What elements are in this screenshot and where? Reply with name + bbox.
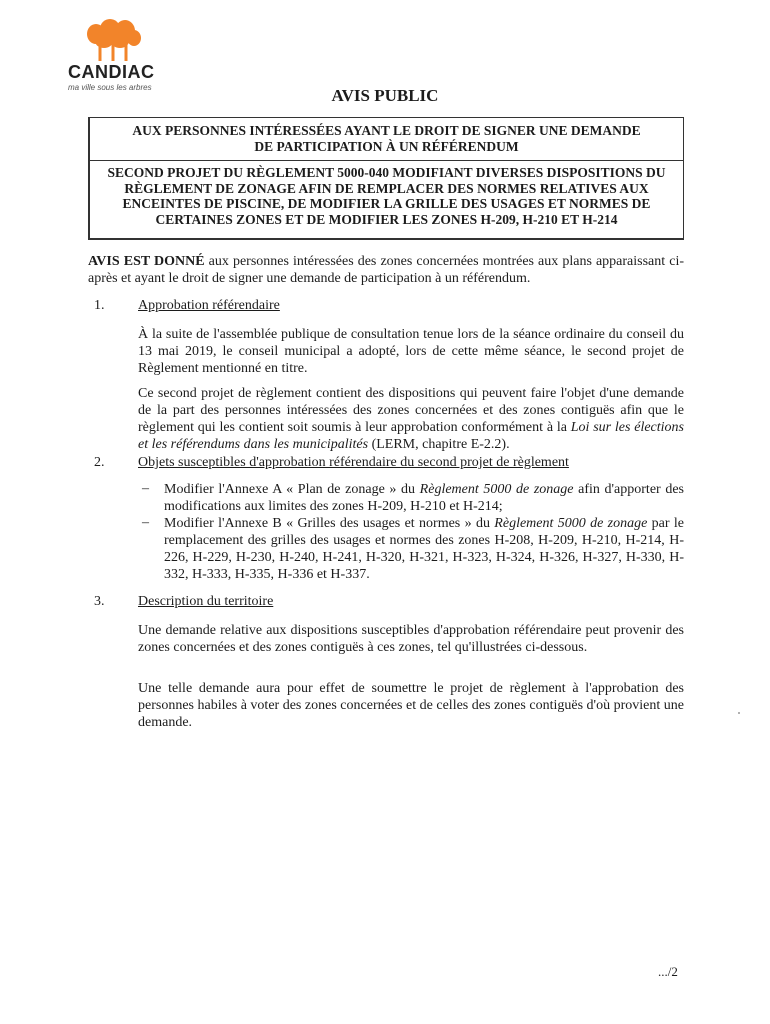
bullet-text: afin d'apporter des modifications aux limites des zones H-209, H-210 et H-214; xyxy=(164,482,684,514)
page-continuation: .../2 xyxy=(658,964,678,979)
bullet-text: Modifier l'Annexe B « Grilles des usages et normes » du xyxy=(164,516,495,531)
intro-text: aux personnes intéressées des zones concernées montrées aux plans apparaissant ci-après et ayant le droit de signer une demande de participation à un référendum. xyxy=(88,254,684,286)
bullet-regulation-title: Règlement 5000 de zonage xyxy=(419,482,574,497)
logo-wordmark: CANDIAC xyxy=(68,62,155,82)
law-reference: (LERM, chapitre E-2.2). xyxy=(368,437,510,452)
section-2-heading: Objets susceptibles d'approbation référendaire du second projet de règlement xyxy=(138,455,569,470)
bullet-text: Modifier l'Annexe A « Plan de zonage » du xyxy=(164,482,420,497)
section-3-paragraph-2: Une telle demande aura pour effet de soumettre le projet de règlement à l'approbation des personnes habiles à voter des zones concernées et de celles des zones contiguës d'où provient une demande. xyxy=(138,681,684,730)
page-title: AVIS PUBLIC xyxy=(331,86,439,105)
section-3-paragraph-1: Une demande relative aux dispositions susceptibles d'approbation référendaire peut provenir des zones concernées et des zones contiguës à ces zones, tel qu'illustrées ci-dessous. xyxy=(138,623,684,655)
section-1-paragraph-2 xyxy=(138,385,684,453)
notice-header-box xyxy=(88,117,684,240)
bullet-dash: – xyxy=(142,481,149,496)
law-title: Loi sur les élections et les référendums dans les municipalités xyxy=(138,420,684,452)
scan-speck xyxy=(738,712,740,714)
section-2-number: 2. xyxy=(94,455,105,470)
section-1-paragraph-2-text: Ce second projet de règlement contient des dispositions qui peuvent faire l'objet d'une demande de la part des personnes intéressées des zones concernées et des zones contiguës afin que le règlement qui les contient soit soumis à leur approbation conformément à la xyxy=(138,386,684,435)
bullet-item xyxy=(164,515,684,583)
section-3-number: 3. xyxy=(94,594,105,609)
candiac-logo xyxy=(64,18,174,92)
intro-lead: AVIS EST DONNÉ xyxy=(88,254,205,269)
section-1-number: 1. xyxy=(94,298,105,313)
notice-audience: AUX PERSONNES INTÉRESSÉES AYANT LE DROIT DE SIGNER UNE DEMANDE DE PARTICIPATION À UN RÉFÉRENDUM xyxy=(90,118,683,161)
bullet-item xyxy=(164,481,684,515)
bullet-regulation-title: Règlement 5000 de zonage xyxy=(494,516,648,531)
section-1-paragraph-1: À la suite de l'assemblée publique de consultation tenue lors de la séance ordinaire du conseil du 13 mai 2019, le conseil municipal a adopté, lors de cette même séance, le second projet de Règlement mentionné en titre. xyxy=(138,327,684,376)
bullet-dash: – xyxy=(142,515,149,530)
intro-paragraph xyxy=(88,253,684,287)
notice-subject: SECOND PROJET DU RÈGLEMENT 5000-040 MODIFIANT DIVERSES DISPOSITIONS DU RÈGLEMENT DE ZONAGE AFIN DE REMPLACER DES NORMES RELATIVES AUX ENCEINTES DE PISCINE, DE MODIFIER LA GRILLE DES USAGES ET NORMES DE CERTAINES ZONES ET DE MODIFIER LES ZONES H-209, H-210 ET H-214 xyxy=(107,165,666,227)
section-1-heading: Approbation référendaire xyxy=(138,298,280,313)
section-3-heading: Description du territoire xyxy=(138,594,274,609)
tree-canopy-icon xyxy=(84,18,144,62)
logo-tagline: ma ville sous les arbres xyxy=(68,83,152,92)
bullet-text: par le remplacement des grilles des usages et normes des zones H-208, H-209, H-210, H-214, H-226, H-229, H-230, H-240, H-241, H-320, H-321, H-323, H-324, H-326, H-327, H-330, H-332, H-333, H-335, H-336 et H-337. xyxy=(164,516,684,582)
